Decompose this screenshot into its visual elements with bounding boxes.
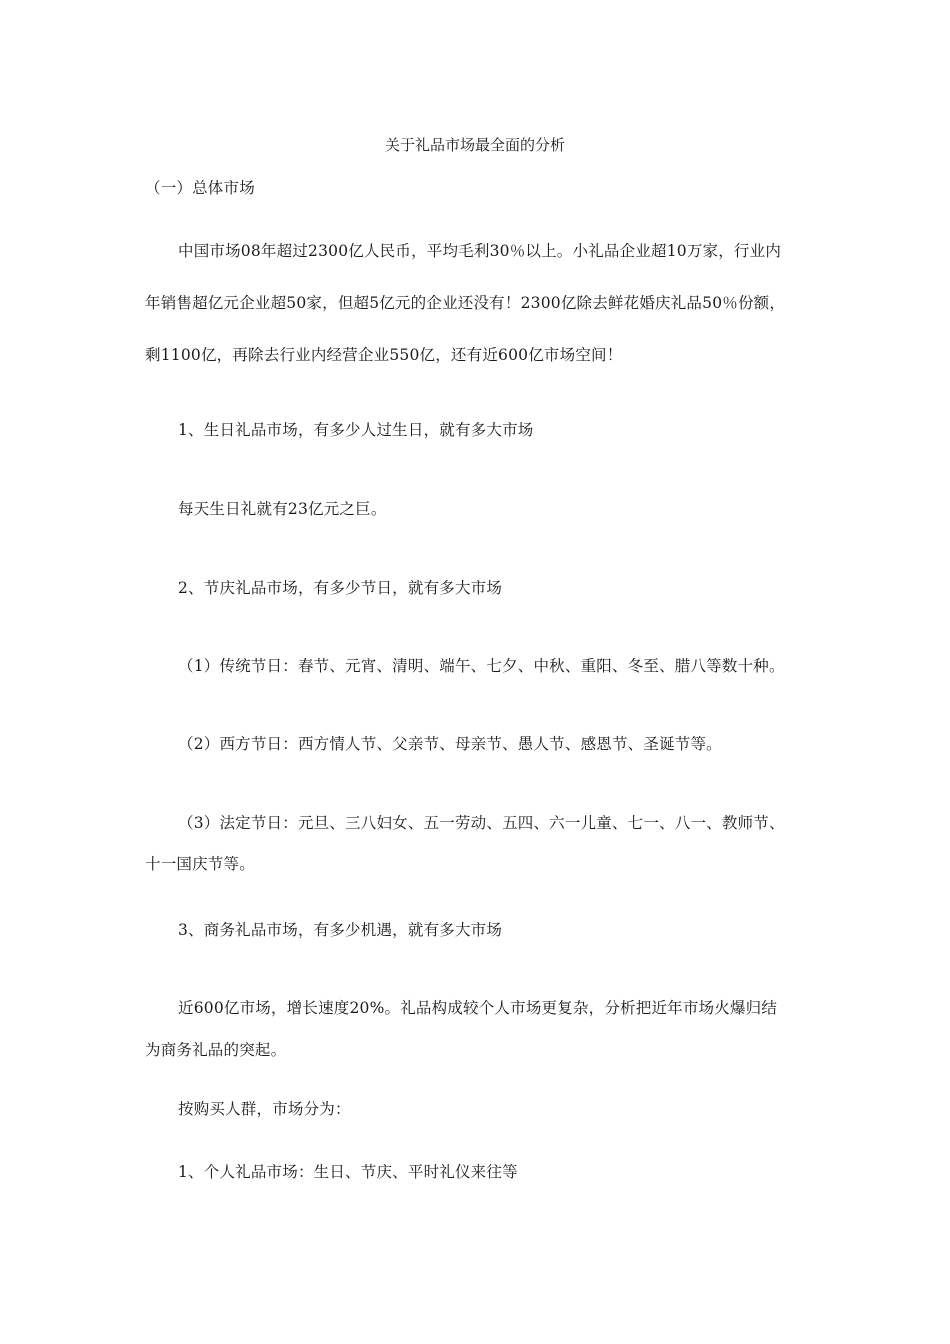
item-2-sub-2: （2）西方节日：西方情人节、父亲节、母亲节、愚人节、感恩节、圣诞节等。 xyxy=(178,735,722,753)
intro-paragraph-line-1: 中国市场08年超过2300亿人民币，平均毛利30％以上。小礼品企业超10万家，行业内 xyxy=(178,242,782,260)
buyer-segment-intro: 按购买人群，市场分为： xyxy=(178,1100,351,1118)
item-2-sub-3-line-1: （3）法定节日：元旦、三八妇女、五一劳动、五四、六一儿童、七一、八一、教师节、 xyxy=(178,814,785,832)
item-1-heading: 1、生日礼品市场，有多少人过生日，就有多大市场 xyxy=(178,421,534,439)
buyer-segment-item-1: 1、个人礼品市场：生日、节庆、平时礼仪来往等 xyxy=(178,1163,518,1181)
intro-paragraph-line-3: 剩1100亿，再除去行业内经营企业550亿，还有近600亿市场空间！ xyxy=(145,346,623,364)
item-3-detail-line-2: 为商务礼品的突起。 xyxy=(145,1041,287,1059)
intro-paragraph-line-2: 年销售超亿元企业超50家，但超5亿元的企业还没有！2300亿除去鲜花婚庆礼品50％份额， xyxy=(145,294,786,312)
item-2-sub-3-line-2: 十一国庆节等。 xyxy=(145,855,255,873)
item-2-sub-1: （1）传统节日：春节、元宵、清明、端午、七夕、中秋、重阳、冬至、腊八等数十种。 xyxy=(178,657,785,675)
item-2-heading: 2、节庆礼品市场，有多少节日，就有多大市场 xyxy=(178,579,503,597)
item-1-detail: 每天生日礼就有23亿元之巨。 xyxy=(178,500,387,518)
document-title: 关于礼品市场最全面的分析 xyxy=(384,136,565,154)
section-heading: （一）总体市场 xyxy=(145,179,255,197)
item-3-detail-line-1: 近600亿市场，增长速度20%。礼品构成较个人市场更复杂，分析把近年市场火爆归结 xyxy=(178,999,778,1017)
item-3-heading: 3、商务礼品市场，有多少机遇，就有多大市场 xyxy=(178,921,503,939)
